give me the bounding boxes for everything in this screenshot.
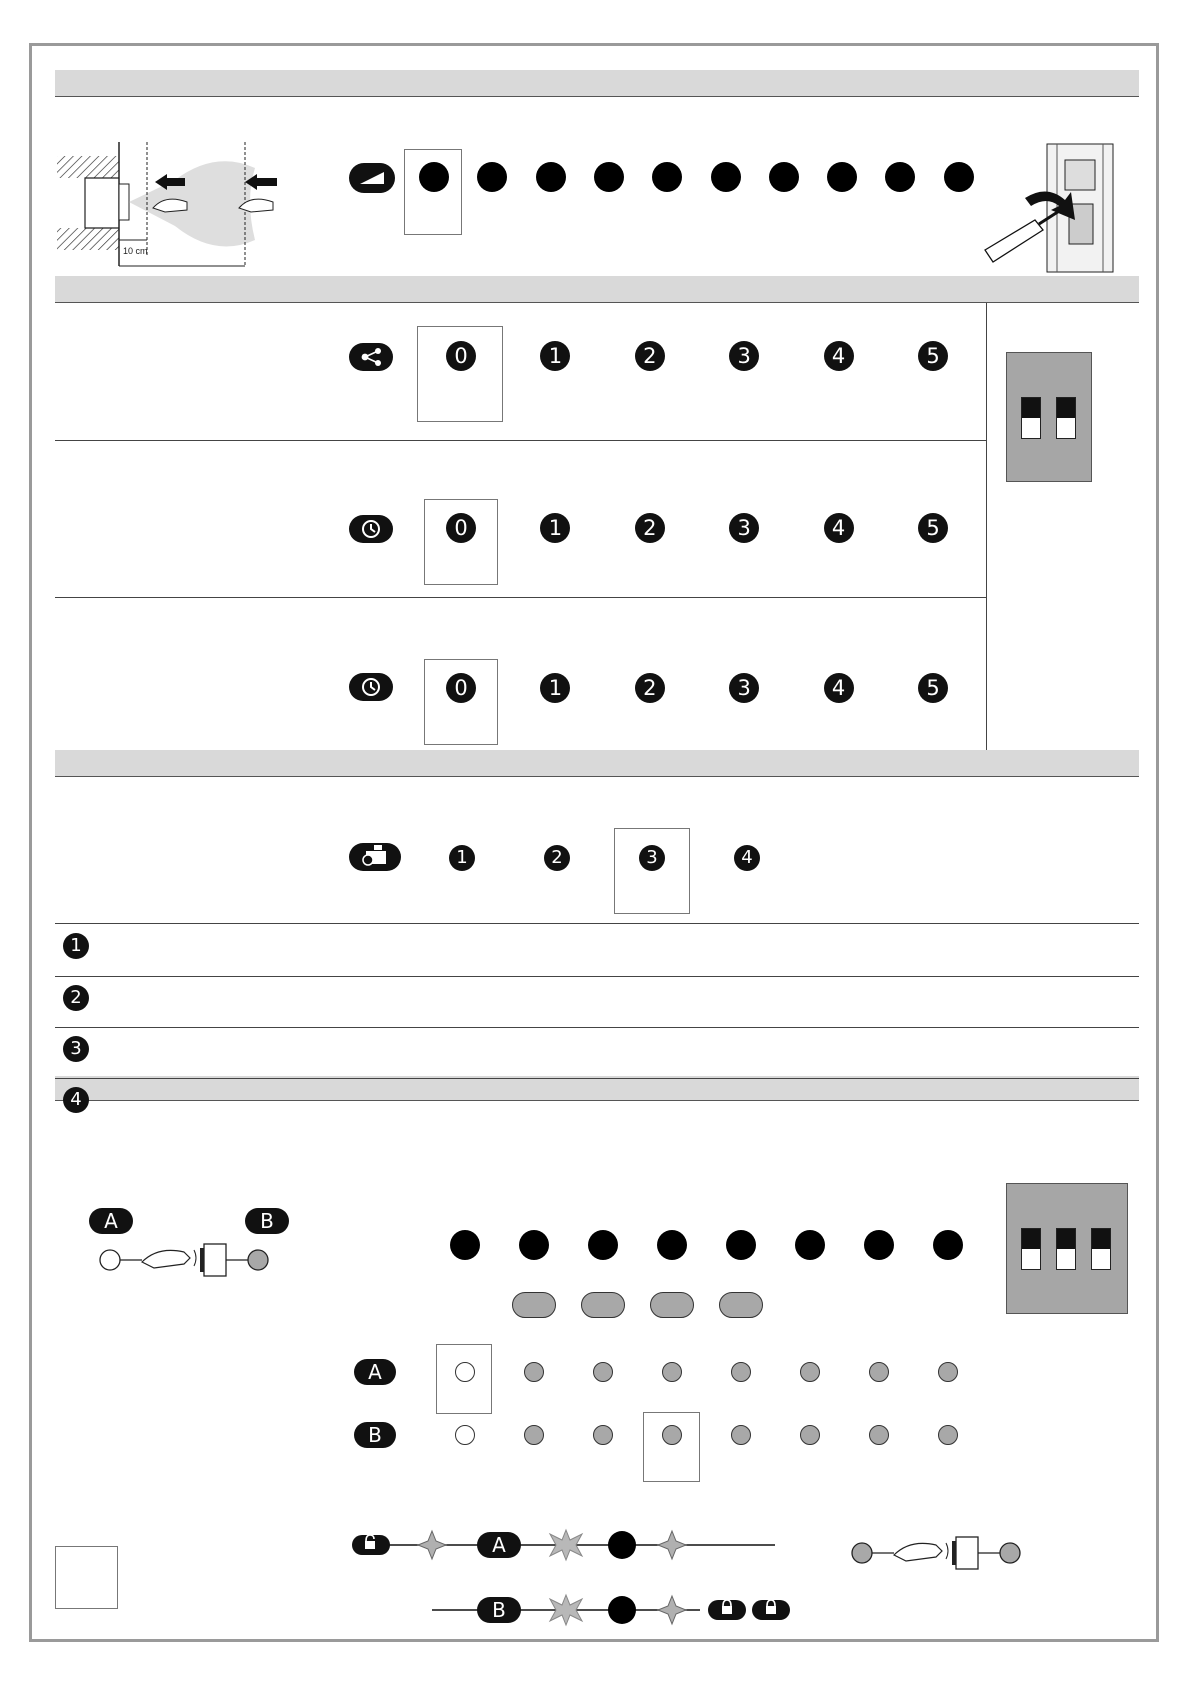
row-a-label: A xyxy=(354,1359,396,1385)
pairing-pill-button xyxy=(512,1292,556,1318)
mode-option-0: 0 xyxy=(446,341,476,371)
row-a-led xyxy=(869,1362,889,1382)
program-list-number-3: 3 xyxy=(63,1036,89,1062)
program-option-1: 1 xyxy=(449,845,475,871)
mode-option-1: 1 xyxy=(540,513,570,543)
dip-switch[interactable] xyxy=(1056,1228,1076,1270)
mode-option-2: 2 xyxy=(635,513,665,543)
mode-option-1: 1 xyxy=(540,673,570,703)
section-header-program xyxy=(55,750,1139,777)
program-option-4: 4 xyxy=(734,845,760,871)
row-a-led xyxy=(938,1362,958,1382)
row-a-led xyxy=(524,1362,544,1382)
dip-switch[interactable] xyxy=(1021,1228,1041,1270)
sensitivity-level-dot xyxy=(711,162,741,192)
program-list-number-4: 4 xyxy=(63,1087,89,1113)
mode-option-4: 4 xyxy=(824,341,854,371)
row-b-led xyxy=(662,1425,682,1445)
sensitivity-level-dot xyxy=(652,162,682,192)
dip-switch[interactable] xyxy=(1021,397,1041,439)
svg-text:B: B xyxy=(492,1598,506,1622)
dip-switch[interactable] xyxy=(1091,1228,1111,1270)
dip-switch-block-2 xyxy=(1006,352,1092,482)
mode-option-0: 0 xyxy=(446,673,476,703)
modes-divider xyxy=(986,303,987,750)
row-b-led xyxy=(938,1425,958,1445)
sensitivity-level-dot xyxy=(594,162,624,192)
row-b-led xyxy=(455,1425,475,1445)
pairing-indicator-dot xyxy=(657,1230,687,1260)
row-b-led xyxy=(869,1425,889,1445)
row-b-led xyxy=(731,1425,751,1445)
section-header-modes xyxy=(55,276,1139,303)
page-corner-box xyxy=(55,1546,118,1609)
mode-option-0: 0 xyxy=(446,513,476,543)
pairing-pill-button xyxy=(650,1292,694,1318)
mode-option-5: 5 xyxy=(918,673,948,703)
row-divider xyxy=(55,1027,1139,1028)
dip-switch[interactable] xyxy=(1056,397,1076,439)
mode-option-1: 1 xyxy=(540,341,570,371)
mode-option-3: 3 xyxy=(729,673,759,703)
row-a-led xyxy=(455,1362,475,1382)
row-a-led xyxy=(662,1362,682,1382)
program-option-3: 3 xyxy=(639,845,665,871)
mode-option-2: 2 xyxy=(635,341,665,371)
dip-switch-block-3 xyxy=(1006,1183,1128,1314)
row-a-led xyxy=(731,1362,751,1382)
wall-sensor-illustration xyxy=(55,140,305,270)
pairing-indicator-dot xyxy=(588,1230,618,1260)
pairing-pill-button xyxy=(581,1292,625,1318)
row-b-label: B xyxy=(354,1422,396,1448)
pairing-indicator-dot xyxy=(795,1230,825,1260)
mode-option-5: 5 xyxy=(918,513,948,543)
section-header-sensitivity xyxy=(55,70,1139,97)
sensitivity-level-dot xyxy=(944,162,974,192)
mode-option-4: 4 xyxy=(824,513,854,543)
sensitivity-level-dot xyxy=(827,162,857,192)
section-header-pairing xyxy=(55,1076,1139,1101)
mode-option-3: 3 xyxy=(729,513,759,543)
program-option-2: 2 xyxy=(544,845,570,871)
program-list-number-2: 2 xyxy=(63,985,89,1011)
row-divider xyxy=(55,1078,1139,1079)
row-b-led xyxy=(593,1425,613,1445)
row-a-led xyxy=(593,1362,613,1382)
hand-sensor-illustration-small xyxy=(850,1532,1040,1574)
pairing-indicator-dot xyxy=(450,1230,480,1260)
row-a-led xyxy=(800,1362,820,1382)
label-b-badge: B xyxy=(245,1208,289,1234)
row-divider xyxy=(55,976,1139,977)
row-b-selection-box xyxy=(643,1412,700,1482)
hand-sensor-illustration xyxy=(98,1240,288,1282)
mode-option-2: 2 xyxy=(635,673,665,703)
clock-icon xyxy=(348,672,394,702)
svg-text:A: A xyxy=(492,1533,506,1557)
share-icon xyxy=(348,342,394,372)
pairing-indicator-dot xyxy=(933,1230,963,1260)
program-icon xyxy=(348,842,402,872)
sensitivity-level-dot xyxy=(536,162,566,192)
row-divider xyxy=(55,440,987,441)
pairing-indicator-dot xyxy=(726,1230,756,1260)
measure-label: 10 cm xyxy=(123,246,148,256)
pairing-indicator-dot xyxy=(864,1230,894,1260)
row-b-led xyxy=(800,1425,820,1445)
sensitivity-icon xyxy=(348,162,396,194)
clock-icon xyxy=(348,514,394,544)
program-selection-box xyxy=(614,828,690,914)
row-divider xyxy=(55,597,987,598)
pairing-indicator-dot xyxy=(519,1230,549,1260)
sensitivity-level-dot xyxy=(419,162,449,192)
pairing-sequence-diagram xyxy=(350,1520,780,1640)
screwdriver-adjust-icon xyxy=(985,140,1120,275)
mode-option-5: 5 xyxy=(918,341,948,371)
label-a-badge: A xyxy=(89,1208,133,1234)
sensitivity-level-dot xyxy=(769,162,799,192)
row-divider xyxy=(55,923,1139,924)
row-b-led xyxy=(524,1425,544,1445)
program-list-number-1: 1 xyxy=(63,933,89,959)
mode-option-3: 3 xyxy=(729,341,759,371)
pairing-pill-button xyxy=(719,1292,763,1318)
mode-option-4: 4 xyxy=(824,673,854,703)
